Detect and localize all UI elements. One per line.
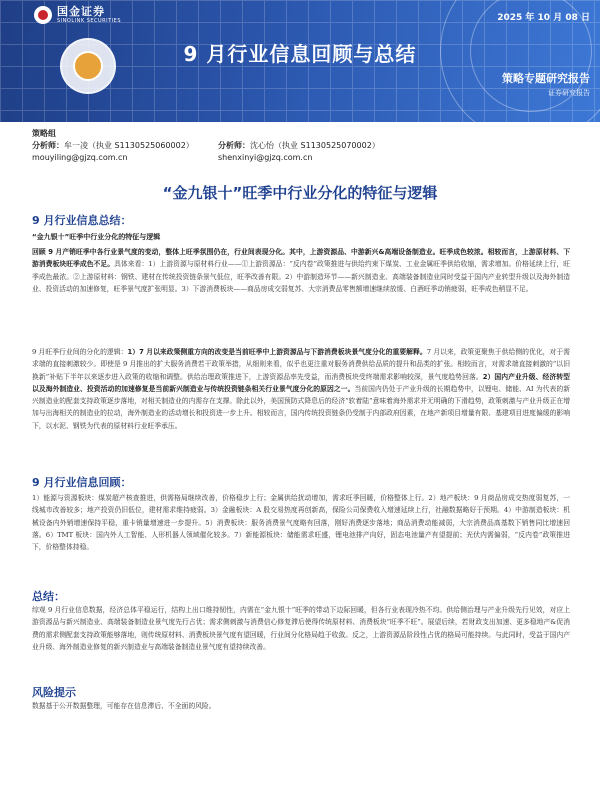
summary-subhead: “金九银十”旺季中行业分化的特征与逻辑 bbox=[32, 233, 161, 241]
review-paragraph: 1）能源与资源板块：煤炭超产核查推进，供需格局继续改善，价格稳步上行；金属供给扰动增加，需求旺季回暖，价格整体上行。2）地产板块：9 月商品房成交热度弱复苏，一线城市改善较多；地产投资仍旧低位，建材需求维持疲弱。3）金融板块：A 股交易热度再创新高，保险公司保费收入增速延续上行，社融数据略好于预期。4）中游制造板块：机械设备内外销增速保持平稳，重卡销量增速进一步提升。5）消费板块：服务消费景气度略有回落，刚好消费逐步落地；商品消费动能减弱，大宗消费品高基数下销售同比增速回落。6）TMT 板块：国内外人工智能、人形机器人领域催化较多。7）新能源板块：储能需求旺盛，锂电池排产向好，固态电池量产有望提前；光伏内需偏弱，“反内卷”政策推进下，价格整体持稳。 bbox=[32, 494, 570, 552]
analyst-group: 策略组 bbox=[32, 129, 56, 138]
analyst-1: 牟一凌（执业 S1130525060002） bbox=[64, 141, 194, 150]
logo-mark-icon bbox=[34, 6, 52, 24]
summary-p1-bold: 回顾 9 月产销旺季中各行业景气度的变动，整体上旺季氛围仍在，行业间表现分化。其中，上游资源品、中游新兴&高端设备制造业。旺季成色较浓。相较而言，上游原材料、下游消费板块旺季成色不足。 bbox=[32, 248, 570, 269]
summary-section-title: 9 月行业信息总结： bbox=[32, 214, 132, 227]
report-subtype: 证券研究报告 bbox=[548, 89, 590, 97]
summary-p2-lead: 9 月旺季行业间的分化的逻辑： bbox=[32, 348, 128, 356]
report-date: 2025 年 10 月 08 日 bbox=[497, 13, 590, 23]
summary-p2-text: 当前国内仍处于产业升级的长期趋势中，以锂电、储能、AI 为代表的新兴制造业的配套支持政策逐步落地，对相关制造业的内需存在支撑。除此以外，美国预防式降息后的经济“软着陆”意味着海外需求并无明确的下滑趋势，政策刺激与产业升级正在增加与出海相关的制造业的拉动，海外制造业的活动增长和投资进一步上升。相较而言，国内传统投资链条仍受制于内部政府因素，在地产新项目增量有限、基建项目进度偏缓的影响下，以水泥、钢铁为代表的原材料行业旺季承压。 bbox=[32, 384, 570, 430]
summary-p2-mid: 7 月以来，政策更聚焦于供给侧的优化，对于需求端的直接刺激较少。即使是 9 月推出的扩大服务消费若干政策举措，从细则来看，似乎也更注重对服务消费供给品质的提升和品类的扩张。相较而言，对需求端直接刺激的“以旧换新”补贴下半年以来逐步进入政策的收缩和调整。供给治理政策推进下，上游资源品率先受益，而消费板块受终端需求影响较深，景气度趋势回落。 bbox=[32, 348, 571, 381]
analyst-2: 沈心怡（执业 S1130525070002） bbox=[250, 141, 380, 150]
report-title: 9 月行业信息回顾与总结 bbox=[183, 42, 417, 66]
analyst-block bbox=[32, 128, 380, 164]
logo-name-cn: 国金证券 bbox=[57, 5, 105, 18]
analyst-2-email[interactable]: shenxinyi@gjzq.com.cn bbox=[218, 153, 313, 162]
analyst-1-email[interactable]: mouyiling@gjzq.com.cn bbox=[32, 153, 128, 162]
analyst-label: 分析师： bbox=[218, 141, 250, 150]
report-type: 策略专题研究报告 bbox=[502, 72, 590, 85]
logo-name-en: SINOLINK SECURITIES bbox=[57, 18, 121, 24]
summary-paragraph-2 bbox=[32, 346, 570, 432]
summary-paragraph-1 bbox=[32, 246, 570, 295]
report-banner bbox=[0, 0, 600, 122]
summary-p1-text: 具体来看：1）上游资源与原材料行业——①上游资源品：“反内卷”政策推进与供给约束下煤炭、工业金属旺季供给收缩，需求增加。价格延续上行，旺季成色最浓。②上游原材料：钢铁、建材在传统投资链条景气低位，旺季改善有限。2）中游制造环节——新兴制造业、高端装备制造业同时受益于国内产业转型升级以及海外制造业、投资活动的加速修复，旺季景气度扩张明显。3）下游消费板块——商品房成交弱复苏、大宗消费品零售额增速继续放缓、白酒旺季动销疲弱，旺季成色稍显不足。 bbox=[32, 260, 571, 293]
company-logo bbox=[34, 6, 121, 24]
analyst-label: 分析师： bbox=[32, 141, 64, 150]
conclusion-section-title: 总结： bbox=[32, 590, 65, 603]
summary-p2-bold2: 2）国内产业升级、经济转型以及海外制造业、投资活动的加速修复是当前新兴制造业与传统投资链条相关行业景气度分化的原因之一。 bbox=[32, 372, 570, 393]
risk-section-title: 风险提示 bbox=[32, 686, 76, 699]
conclusion-paragraph: 综观 9 月行业信息数据，经济总体平稳运行，结构上出口维持韧性，内需在“金九银十”旺季的带动下边际回暖，但各行业表现冷热不均。供给侧治理与产业升级先行见效，对应上游资源品与新兴制造业、高端装备制造业景气度先行占优；需求侧刺激与消费信心修复滞后使得传统原材料、消费板块“旺季不旺”。展望后续，若财政支出加速、更多稳地产&促消费的需求侧配套支持政策能够落地，则传统原材料、消费板块景气度有望回暖，行业间分化格局趋于收敛。反之，上游资源品阶段性占优的格局可能持续。与此同时，受益于国内产业升级、海外制造业修复的新兴制造业与高端装备制造业景气度有望持续改善。 bbox=[32, 606, 570, 651]
summary-p2-bold: 1）7 月以来政策侧重方向的改变是当前旺季中上游资源品与下游消费板块景气度分化的重要解释。 bbox=[127, 348, 427, 356]
report-headline: “金九银十”旺季中行业分化的特征与逻辑 bbox=[162, 184, 438, 202]
review-section-title: 9 月行业信息回顾： bbox=[32, 476, 132, 489]
risk-paragraph: 数据基于公开数据整理，可能存在信息滞后、不全面的风险。 bbox=[32, 702, 216, 710]
